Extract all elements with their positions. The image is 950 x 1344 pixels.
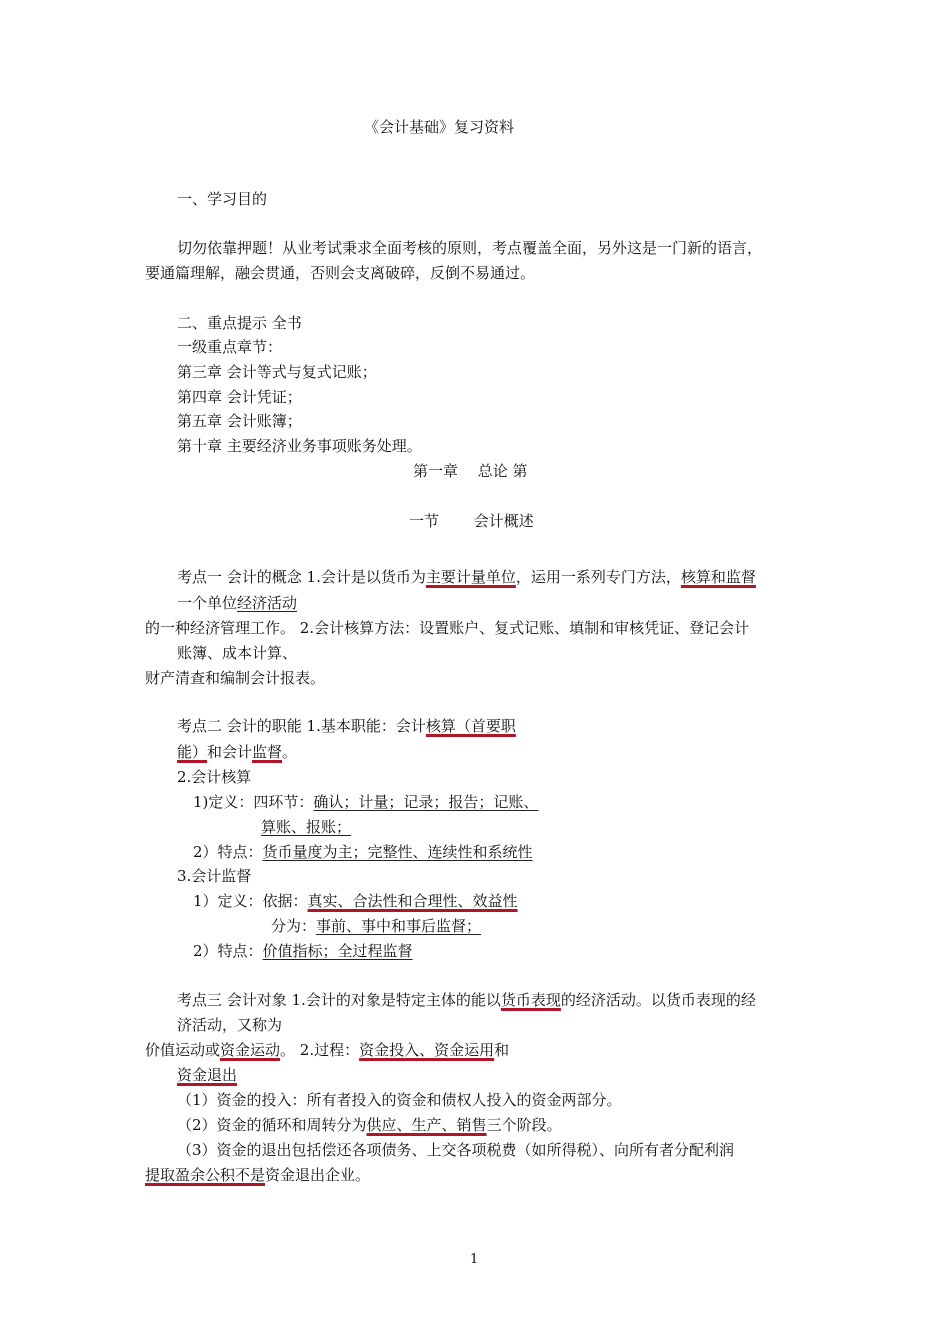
section-2-heading: 二、重点提示 全书 xyxy=(177,314,302,332)
text: 分为： xyxy=(271,917,317,935)
fund-exit-line-2 xyxy=(145,1165,370,1185)
point-3-line-4 xyxy=(177,1065,237,1085)
document-title: 《会计基础》复习资料 xyxy=(364,118,515,136)
point-2-line-1 xyxy=(177,716,516,736)
highlight-underline: 核算（首要职 xyxy=(425,717,516,735)
text: 价值运动或 xyxy=(145,1041,221,1059)
core-definition-line-2 xyxy=(261,817,351,837)
highlight-underline: 事前、事中和事后监督； xyxy=(316,917,482,935)
key-chapter-item: 第三章 会计等式与复式记账； xyxy=(177,363,377,381)
fund-cycle-line xyxy=(177,1115,562,1135)
core-definition-line xyxy=(193,792,538,812)
point-1-line-2 xyxy=(177,593,297,613)
point-1-line-3: 的一种经济管理工作。 2.会计核算方法：设置账户、复式记账、填制和审核凭证、登记会计 xyxy=(145,619,750,637)
highlight-underline: 确认；计量；记录；报告；记账、 xyxy=(313,793,539,811)
section-1-heading: 一、学习目的 xyxy=(177,190,268,208)
text: 2）特点： xyxy=(193,843,263,861)
chapter-heading: 第一章 总论 第 xyxy=(413,462,528,480)
text: 2）特点： xyxy=(193,942,263,960)
accounting-core-heading: 2.会计核算 xyxy=(177,768,252,786)
text: （2）资金的循环和周转分为 xyxy=(177,1116,367,1134)
text: 考点二 会计的职能 1.基本职能：会计 xyxy=(177,717,426,735)
highlight-underline: 货币量度为主；完整性、连续性和系统性 xyxy=(262,843,533,861)
highlight-underline: 主要计量单位 xyxy=(425,568,516,586)
highlight-underline: 真实、合法性和合理性、效益性 xyxy=(307,892,518,910)
key-chapter-item: 第十章 主要经济业务事项账务处理。 xyxy=(177,437,422,455)
highlight-underline: 资金退出 xyxy=(177,1066,238,1084)
text: 1)定义：四环节： xyxy=(193,793,314,811)
text: 和 xyxy=(494,1041,510,1059)
supervision-feature-line xyxy=(193,941,413,961)
highlight-underline: 货币表现 xyxy=(500,991,561,1009)
point-2-line-2 xyxy=(177,742,297,762)
text: 三个阶段。 xyxy=(486,1116,562,1134)
point-3-line-2: 济活动，又称为 xyxy=(177,1016,283,1034)
key-chapter-item: 第四章 会计凭证； xyxy=(177,388,302,406)
highlight-underline: 能） xyxy=(177,743,208,761)
point-3-line-1 xyxy=(177,990,756,1010)
page-number: 1 xyxy=(470,1252,479,1267)
point-1-line-4: 账簿、成本计算、 xyxy=(177,644,298,662)
text: 。 xyxy=(282,743,298,761)
highlight-underline: 价值指标；全过程监督 xyxy=(262,942,413,960)
fund-input-line: （1）资金的投入：所有者投入的资金和债权人投入的资金两部分。 xyxy=(177,1091,622,1109)
text: 一个单位 xyxy=(177,594,238,612)
text: 考点三 会计对象 1.会计的对象是特定主体的能以 xyxy=(177,991,501,1009)
highlight-underline: 经济活动 xyxy=(237,594,298,612)
section-1-paragraph-line-1: 切勿依靠押题！从业考试秉求全面考核的原则，考点覆盖全面，另外这是一门新的语言， xyxy=(177,239,763,257)
supervision-definition-line xyxy=(193,891,518,911)
highlight-underline: 监督 xyxy=(252,743,283,761)
core-feature-line xyxy=(193,842,533,862)
point-3-line-3 xyxy=(145,1040,509,1060)
text: 和会计 xyxy=(207,743,253,761)
section-2-subheading: 一级重点章节： xyxy=(177,338,283,356)
highlight-underline: 核算和监督 xyxy=(680,568,756,586)
text: ，运用一系列专门方法， xyxy=(515,568,681,586)
highlight-underline: 资金运动 xyxy=(220,1041,281,1059)
fund-exit-line: （3）资金的退出包括偿还各项债务、上交各项税费（如所得税）、向所有者分配利润 xyxy=(177,1141,735,1159)
text: 考点一 会计的概念 1.会计是以货币为 xyxy=(177,568,426,586)
highlight-underline: 供应、生产、销售 xyxy=(366,1116,487,1134)
text: 。 2.过程： xyxy=(280,1041,360,1059)
section-heading: 一节 会计概述 xyxy=(409,512,534,530)
highlight-underline: 提取盈余公积不是 xyxy=(145,1166,266,1184)
text: 的经济活动。以货币表现的经 xyxy=(560,991,756,1009)
text: 资金退出企业。 xyxy=(265,1166,371,1184)
supervision-heading: 3.会计监督 xyxy=(177,867,252,885)
highlight-underline: 算账、报账； xyxy=(261,818,352,836)
supervision-category-line xyxy=(271,916,481,936)
point-1-line-1 xyxy=(177,567,756,587)
text: 1）定义：依据： xyxy=(193,892,308,910)
point-1-line-5: 财产清查和编制会计报表。 xyxy=(145,669,326,687)
key-chapter-item: 第五章 会计账簿； xyxy=(177,412,302,430)
section-1-paragraph-line-2: 要通篇理解，融会贯通，否则会支离破碎，反倒不易通过。 xyxy=(145,264,536,282)
highlight-underline: 资金投入、资金运用 xyxy=(359,1041,495,1059)
